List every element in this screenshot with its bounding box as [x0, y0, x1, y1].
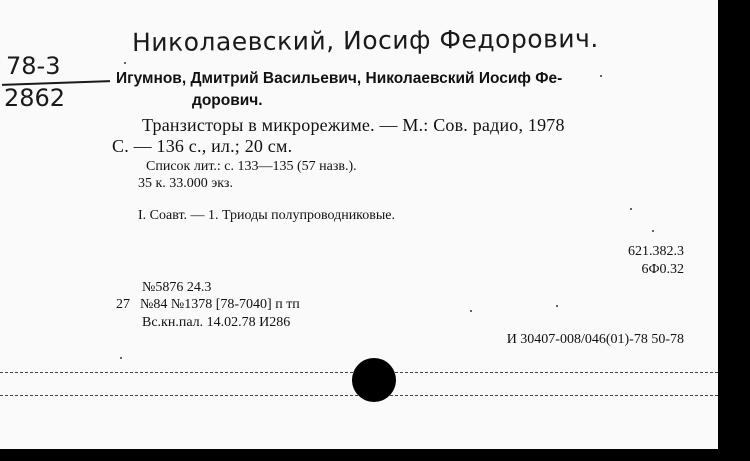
speck: [600, 75, 602, 77]
publisher-note: Вс.кн.пал. 14.02.78 И286: [142, 315, 291, 330]
bibliography-note: Список лит.: с. 133—135 (57 назв.).: [146, 159, 357, 174]
speck: [120, 357, 122, 359]
punch-hole: [352, 358, 396, 402]
order-number: №5876 24.3: [142, 280, 212, 295]
scan-border-right: [718, 0, 750, 461]
price-run-line: 35 к. 33.000 экз.: [138, 176, 233, 191]
speck: [470, 310, 472, 312]
speck: [124, 62, 126, 64]
tracing-line: I. Соавт. — 1. Триоды полупроводниковые.: [138, 208, 396, 223]
scan-border-bottom: [0, 449, 750, 461]
handwritten-author-name: Николаевский, Иосиф Федорович.: [131, 23, 599, 58]
title-line: Транзисторы в микрорежиме. — М.: Сов. радио, 1978: [142, 115, 565, 135]
authors-line-1: Игумнов, Дмитрий Васильевич, Николаевский Иосиф Фе-: [116, 70, 563, 87]
print-line: №84 №1378 [78-7040] п тп: [140, 297, 300, 312]
handwritten-call-number-top: 78-3: [6, 52, 61, 80]
print-line-number: 27: [116, 297, 130, 312]
handwritten-call-number-bottom: 2862: [4, 84, 66, 112]
speck: [556, 305, 558, 307]
index-code: И 30407-008/046(01)-78 50-78: [506, 332, 684, 347]
speck: [652, 230, 654, 232]
authors-line-2: дорович.: [192, 92, 263, 109]
pages-line: С. — 136 с., ил.; 20 см.: [112, 136, 293, 156]
udc-code: 621.382.3: [628, 244, 684, 259]
speck: [630, 208, 632, 210]
bbk-code: 6Ф0.32: [641, 262, 684, 277]
